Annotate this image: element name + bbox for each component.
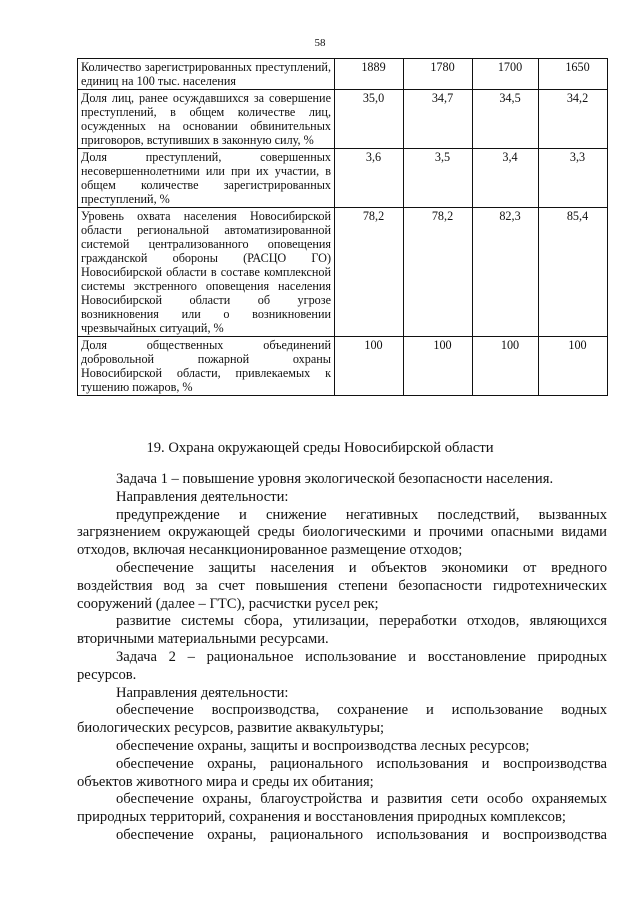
section-body bbox=[77, 471, 607, 845]
page-number: 58 bbox=[314, 37, 326, 49]
paragraph-direction: обеспечение охраны, благоустройства и развития сети особо охраняемых природных территорий, сохранения и восстановления природных комплексов; bbox=[77, 791, 607, 826]
indicator-value: 35,0 bbox=[335, 90, 404, 149]
indicator-label: Доля лиц, ранее осуждавшихся за совершение преступлений, в общем количестве лиц, осужденных на основании обвинительных приговоров, вступивших в законную силу, % bbox=[78, 90, 335, 149]
indicator-value: 85,4 bbox=[539, 208, 608, 337]
paragraph-task-2: Задача 2 – рациональное использование и восстановление природных ресурсов. bbox=[77, 648, 607, 683]
indicator-value: 78,2 bbox=[335, 208, 404, 337]
indicator-value: 78,2 bbox=[404, 208, 473, 337]
indicator-value: 3,5 bbox=[404, 149, 473, 208]
paragraph-direction: развитие системы сбора, утилизации, переработки отходов, являющихся вторичными материальными ресурсами. bbox=[77, 613, 607, 648]
indicator-value: 3,6 bbox=[335, 149, 404, 208]
indicator-value: 100 bbox=[404, 337, 473, 396]
indicator-value: 1650 bbox=[539, 59, 608, 90]
paragraph-directions-heading: Направления деятельности: bbox=[116, 488, 289, 505]
indicator-value: 3,3 bbox=[539, 149, 608, 208]
paragraph-task-1: Задача 1 – повышение уровня экологической безопасности населения. bbox=[116, 471, 554, 487]
indicator-value: 34,7 bbox=[404, 90, 473, 149]
indicator-value: 1700 bbox=[473, 59, 539, 90]
section-heading: 19. Охрана окружающей среды Новосибирской области bbox=[146, 440, 494, 456]
indicator-label: Доля преступлений, совершенных несовершеннолетними или при их участии, в общем количестве зарегистрированных преступлений, % bbox=[78, 149, 335, 208]
indicator-label: Уровень охвата населения Новосибирской области региональной автоматизированной системой централизованного оповещения гражданской обороны (РАСЦО ГО) Новосибирской области в составе комплексной системы экстренного оповещения населения Новосибирской области об угрозе возникновения или о возникновении чрезвычайных ситуаций, % bbox=[78, 208, 335, 337]
indicator-value: 1780 bbox=[404, 59, 473, 90]
table-row bbox=[78, 149, 608, 208]
indicator-value: 100 bbox=[539, 337, 608, 396]
table-row bbox=[78, 208, 608, 337]
paragraph-direction: предупреждение и снижение негативных последствий, вызванных загрязнением окружающей среды биологическими и прочими опасными видами отходов, включая несанкционированное размещение отходов; bbox=[77, 506, 607, 559]
indicator-value: 34,2 bbox=[539, 90, 608, 149]
indicators-table bbox=[77, 58, 608, 396]
indicator-label: Количество зарегистрированных преступлений, единиц на 100 тыс. населения bbox=[78, 59, 335, 90]
paragraph-direction: обеспечение охраны, рационального использования и воспроизводства объектов животного мира и среды их обитания; bbox=[77, 755, 607, 790]
paragraph-direction: обеспечение охраны, рационального использования и воспроизводства bbox=[116, 826, 607, 843]
indicator-value: 1889 bbox=[335, 59, 404, 90]
paragraph-direction: обеспечение защиты населения и объектов экономики от вредного воздействия вод за счет повышения степени безопасности гидротехнических сооружений (далее – ГТС), расчистки русел рек; bbox=[77, 559, 607, 612]
indicator-value: 100 bbox=[473, 337, 539, 396]
table-row bbox=[78, 90, 608, 149]
paragraph-directions-heading: Направления деятельности: bbox=[116, 684, 289, 701]
indicator-value: 34,5 bbox=[473, 90, 539, 149]
indicator-value: 82,3 bbox=[473, 208, 539, 337]
indicator-value: 3,4 bbox=[473, 149, 539, 208]
paragraph-direction: обеспечение охраны, защиты и воспроизводства лесных ресурсов; bbox=[116, 737, 530, 754]
table-row bbox=[78, 59, 608, 90]
table-row bbox=[78, 337, 608, 396]
indicator-label: Доля общественных объединений добровольной пожарной охраны Новосибирской области, привлекаемых к тушению пожаров, % bbox=[78, 337, 335, 396]
indicator-value: 100 bbox=[335, 337, 404, 396]
paragraph-direction: обеспечение воспроизводства, сохранение и использование водных биологических ресурсов, развитие аквакультуры; bbox=[77, 702, 607, 737]
